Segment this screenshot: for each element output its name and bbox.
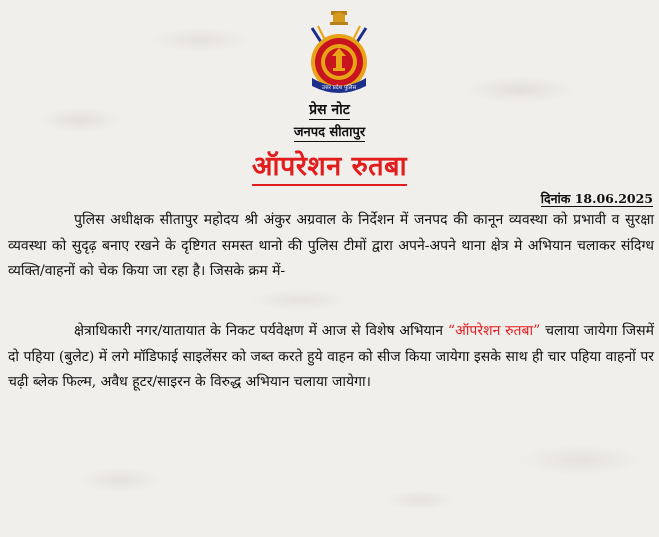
date-line <box>541 190 653 207</box>
paragraph-1 <box>8 208 654 285</box>
paragraph-1-text: पुलिस अधीक्षक सीतापुर महोदय श्री अंकुर अग्रवाल के निर्देशन में जनपद की कानून व्यवस्था को प्रभावी व सुरक्षा व्यवस्था को सुदृढ़ बनाए रखने के दृष्टिगत समस्त थानो की पुलिस टीमों द्वारा अपने-अपने थाना क्षेत्र मे अभियान चलाकर संदिग्ध व्यक्ति/वाहनों को चेक किया जा रहा है। जिसके क्रम में- <box>8 212 654 279</box>
operation-title <box>0 146 659 183</box>
district-text: जनपद सीतापुर <box>293 125 366 140</box>
press-note-heading <box>0 100 659 119</box>
operation-name-highlight: “ऑपरेशन रुतबा” <box>447 323 541 339</box>
date-text: दिनांक 18.06.2025 <box>540 191 653 206</box>
press-note-text: प्रेस नोट <box>309 102 350 118</box>
district-heading <box>0 122 659 140</box>
paragraph-2-text-before: क्षेत्राधिकारी नगर/यातायात के निकट पर्यवेक्षण में आज से विशेष अभियान <box>74 323 444 339</box>
lion-capital <box>330 11 348 25</box>
emblem-ribbon-text: उत्तर प्रदेश पुलिस <box>321 85 357 91</box>
up-police-emblem-icon <box>304 8 374 96</box>
paragraph-2 <box>8 319 654 396</box>
paragraph-2-text-after: चलाया जायेगा जिसमें दो पहिया (बुलेट) में लगे मॉडिफाई साइलेंसर को जब्त करते हुये वाहन को सीज किया जायेगा इसके साथ ही चार पहिया वाहनों पर चढ़ी ब्लेक फिल्म, अवैध हूटर/साइरन के विरुद्ध अभियान चलाया जायेगा। <box>8 323 655 390</box>
operation-title-text: ऑपरेशन रुतबा <box>252 151 407 186</box>
